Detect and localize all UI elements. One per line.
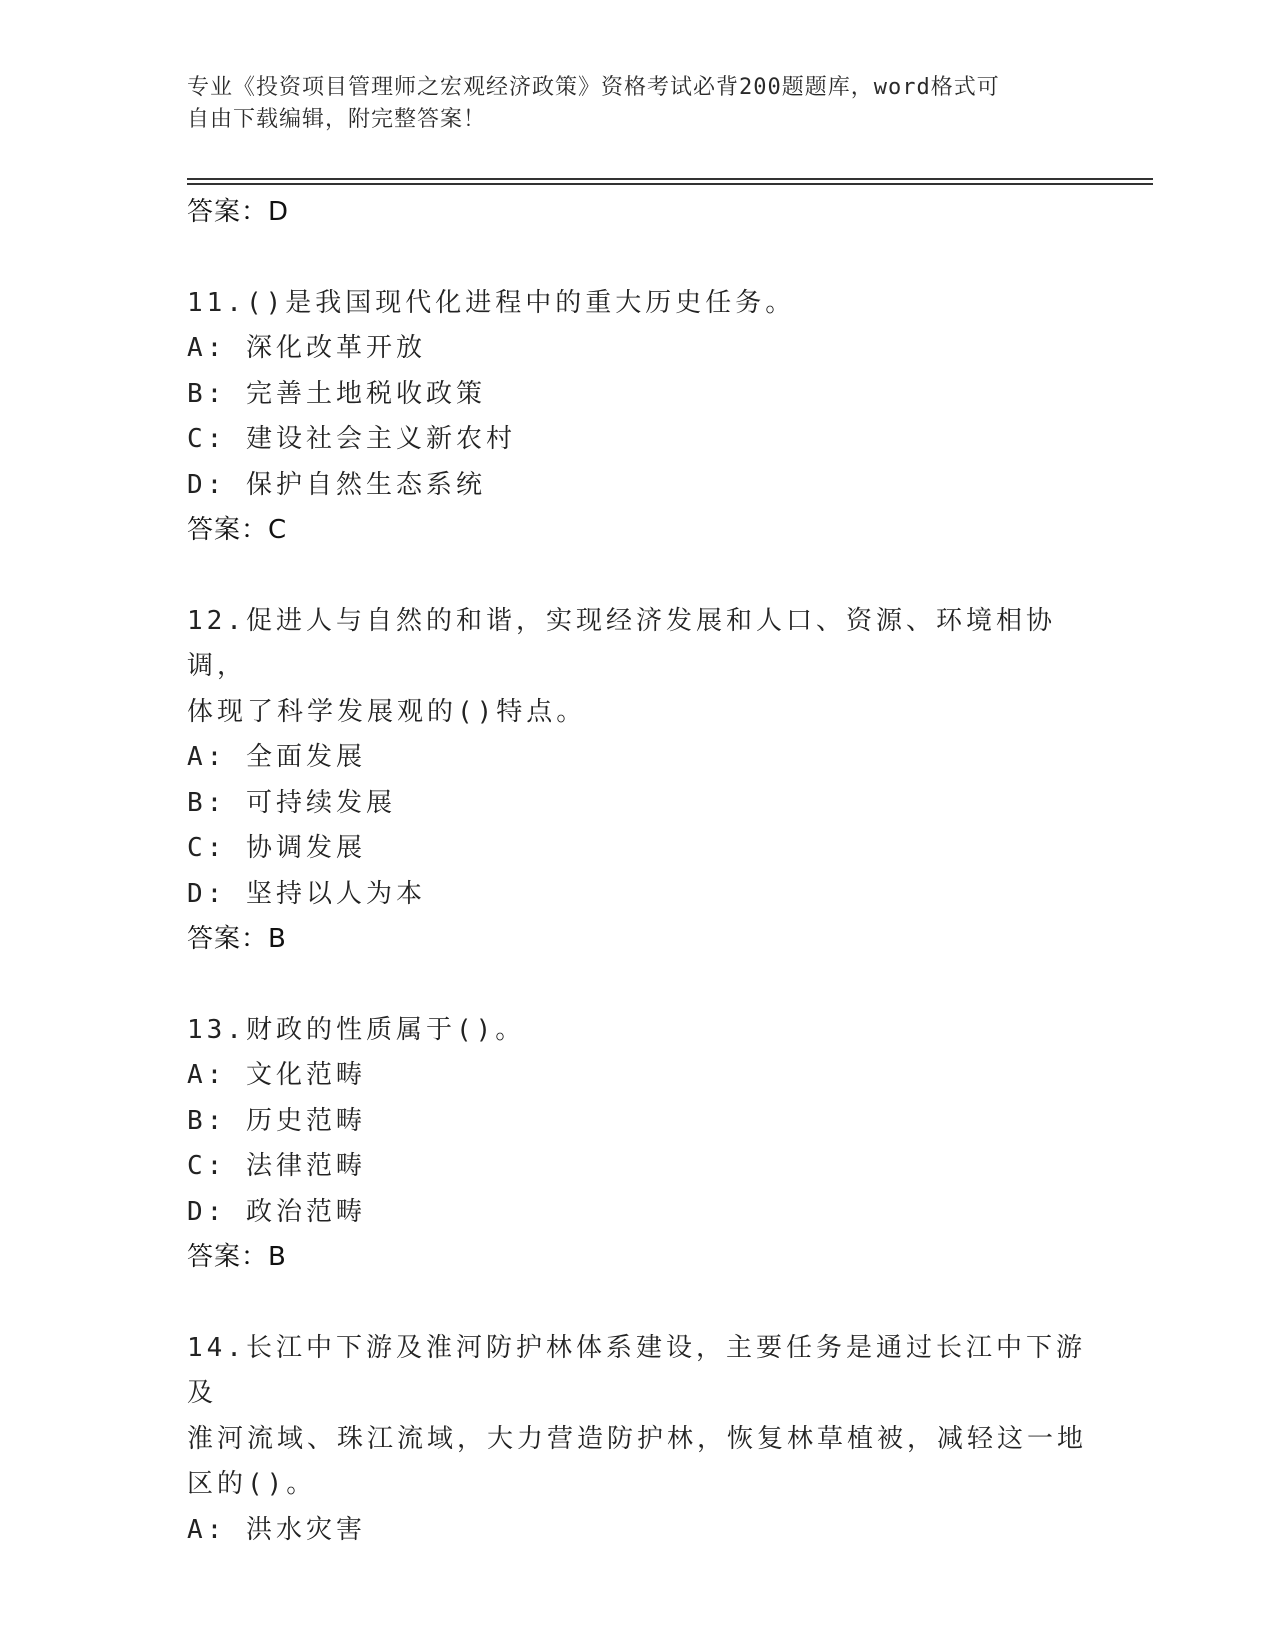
- question-block: [187, 1326, 1087, 1554]
- document-header: [187, 72, 1067, 136]
- question-text: 12.促进人与自然的和谐，实现经济发展和人口、资源、环境相协调，: [187, 605, 1056, 681]
- header-divider-top: [187, 178, 1153, 180]
- option-a: A: 深化改革开放: [187, 333, 426, 363]
- option-d: D: 坚持以人为本: [187, 878, 426, 909]
- question-text: 13.财政的性质属于()。: [187, 1014, 526, 1045]
- option-a: A: 全面发展: [187, 742, 366, 772]
- option-d: D: 政治范畴: [187, 1196, 366, 1227]
- question-text: 淮河流域、珠江流域，大力营造防护林，恢复林草植被，减轻这一地: [187, 1423, 1088, 1454]
- answer-line: 答案：D: [187, 197, 290, 227]
- question-text: 14.长江中下游及淮河防护林体系建设，主要任务是通过长江中下游及: [187, 1332, 1086, 1408]
- question-body: [187, 190, 1087, 1553]
- spacer: [187, 1281, 1087, 1326]
- option-c: C: 法律范畴: [187, 1151, 366, 1181]
- question-block: [187, 1008, 1087, 1281]
- header-line-1: 专业《投资项目管理师之宏观经济政策》资格考试必背200题题库，word格式可: [187, 75, 1000, 100]
- question-text: 区的()。: [187, 1469, 317, 1499]
- option-c: C: 建设社会主义新农村: [187, 424, 516, 454]
- option-b: B: 可持续发展: [187, 787, 396, 818]
- answer-line: 答案：C: [187, 515, 288, 545]
- spacer: [187, 554, 1087, 599]
- option-d: D: 保护自然生态系统: [187, 469, 486, 500]
- option-b: B: 历史范畴: [187, 1105, 366, 1136]
- option-c: C: 协调发展: [187, 833, 366, 863]
- question-text: 11.()是我国现代化进程中的重大历史任务。: [187, 287, 796, 318]
- question-block: [187, 281, 1087, 554]
- question-text: 体现了科学发展观的()特点。: [187, 696, 587, 727]
- spacer: [187, 236, 1087, 281]
- spacer: [187, 963, 1087, 1008]
- header-line-2: 自由下载编辑，附完整答案！: [187, 107, 487, 132]
- option-a: A: 洪水灾害: [187, 1514, 366, 1545]
- header-divider-bottom: [187, 183, 1153, 185]
- option-a: A: 文化范畴: [187, 1060, 366, 1090]
- question-block: [187, 599, 1087, 963]
- answer-line: 答案：B: [187, 924, 287, 954]
- answer-line: 答案：B: [187, 1242, 287, 1272]
- option-b: B: 完善土地税收政策: [187, 378, 486, 409]
